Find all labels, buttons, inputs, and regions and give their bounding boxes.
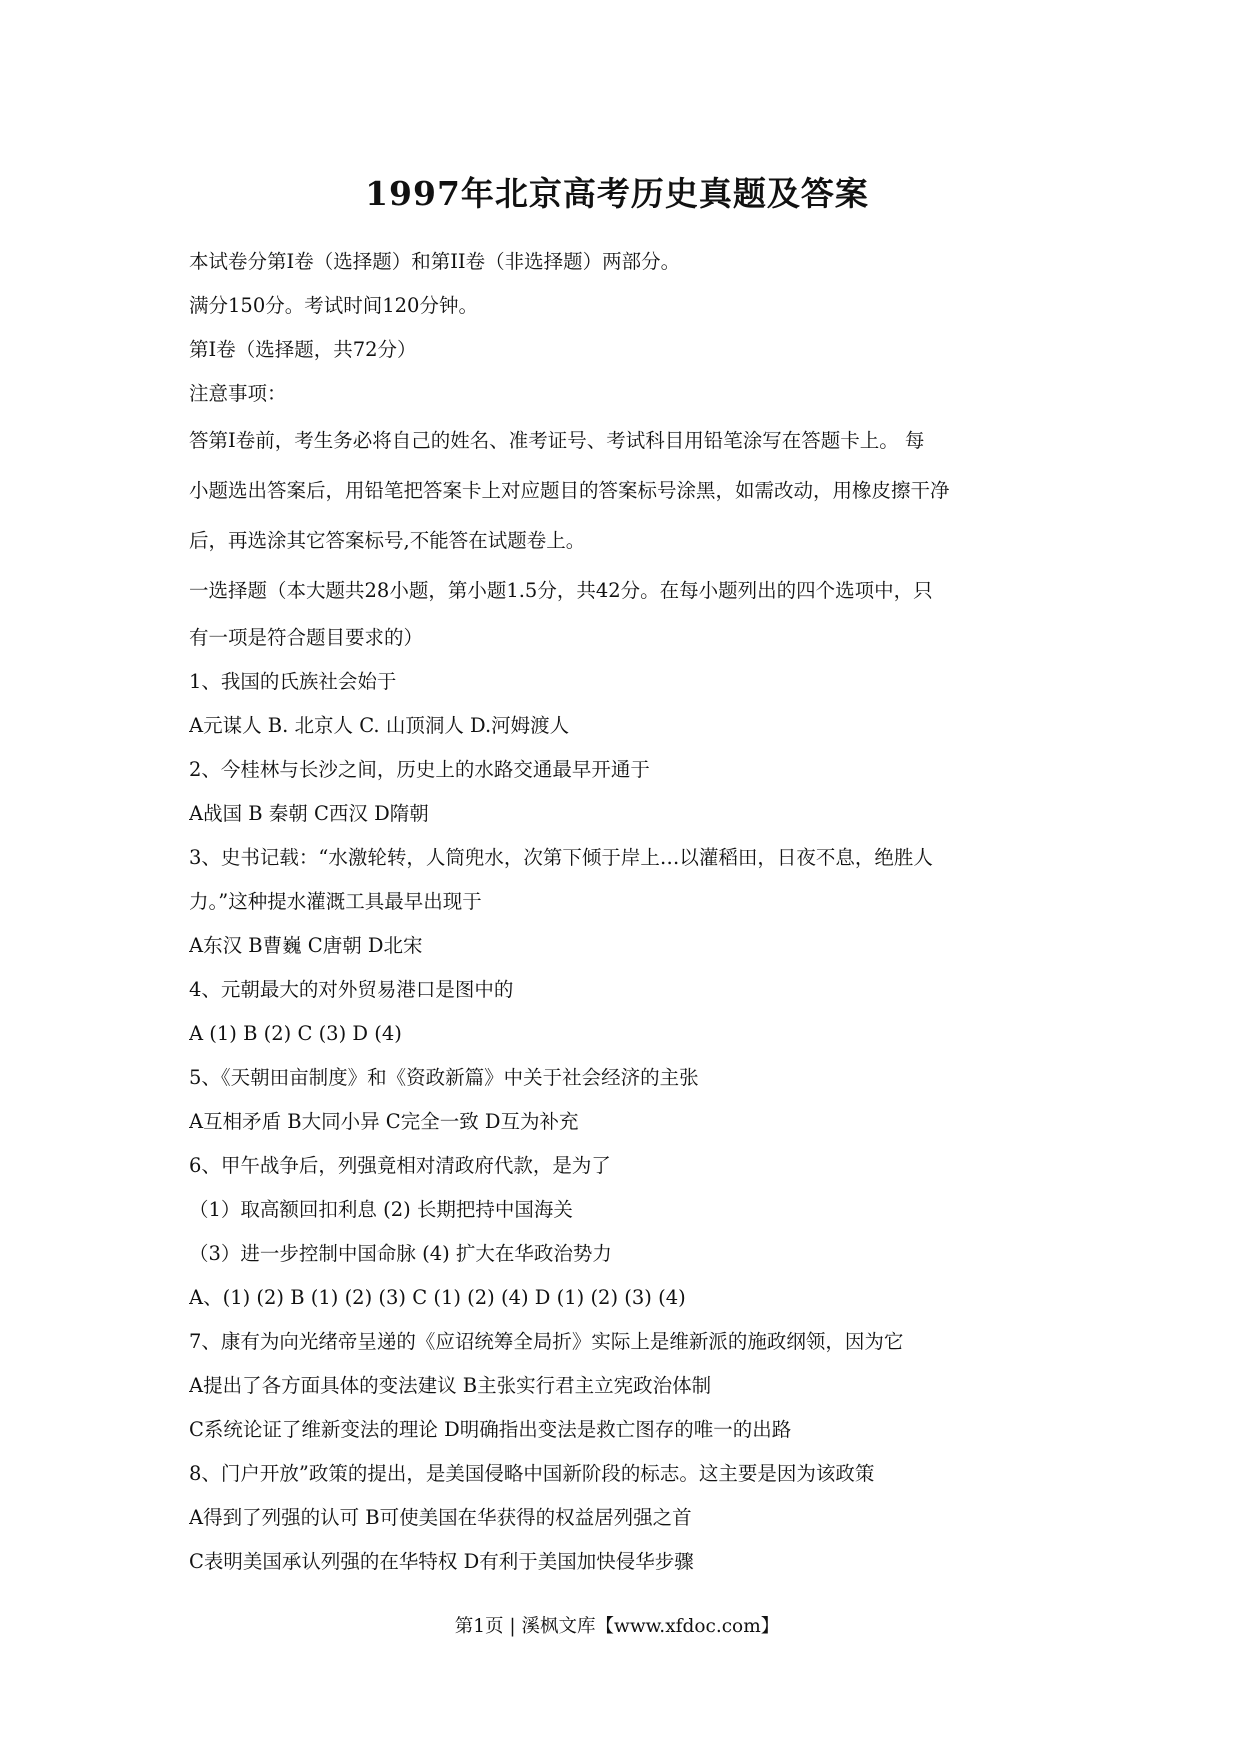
text-line: 有一项是符合题目要求的） [189, 626, 424, 649]
text-line: （1）取高额回扣利息 (2) 长期把持中国海关 [189, 1198, 573, 1221]
text-line: C系统论证了维新变法的理论 D明确指出变法是救亡图存的唯一的出路 [189, 1418, 792, 1441]
text-line: 2、今桂林与长沙之间，历史上的水路交通最早开通于 [189, 758, 650, 781]
page-title: 1997年北京高考历史真题及答案 [365, 174, 869, 213]
text-line: 一选择题（本大题共28小题，第小题1.5分，共42分。在每小题列出的四个选项中，只 [189, 579, 933, 602]
text-line: A提出了各方面具体的变法建议 B主张实行君主立宪政治体制 [189, 1374, 712, 1397]
text-line: 小题选出答案后，用铅笔把答案卡上对应题目的答案标号涂黑，如需改动，用橡皮擦干净 [189, 479, 950, 502]
text-line: 3、史书记载：“水激轮转，人筒兜水，次第下倾于岸上…以灌稻田，日夜不息，绝胜人 [189, 846, 933, 869]
text-line: 5、《天朝田亩制度》和《资政新篇》中关于社会经济的主张 [189, 1066, 699, 1089]
text-line: 6、甲午战争后，列强竟相对清政府代款，是为了 [189, 1154, 611, 1177]
text-line: 7、康有为向光绪帝呈递的《应诏统筹全局折》实际上是维新派的施政纲领，因为它 [189, 1330, 904, 1353]
text-line: A (1) B (2) C (3) D (4) [189, 1022, 402, 1045]
document-body [189, 240, 1059, 1584]
text-line: A战国 B 秦朝 C西汉 D隋朝 [189, 802, 429, 825]
text-line: 注意事项： [189, 382, 287, 405]
text-line: （3）进一步控制中国命脉 (4) 扩大在华政治势力 [189, 1242, 612, 1265]
text-line: 答第Ⅰ卷前，考生务必将自己的姓名、准考证号、考试科目用铅笔涂写在答题卡上。 每 [189, 429, 925, 452]
page-footer: 第1页 | 溪枫文库【www.xfdoc.com】 [454, 1616, 780, 1637]
text-line: 1、我国的氏族社会始于 [189, 670, 397, 693]
text-line: A东汉 B曹巍 C唐朝 D北宋 [189, 934, 423, 957]
text-line: 后，再选涂其它答案标号,不能答在试题卷上。 [189, 529, 586, 552]
text-line: A元谋人 B. 北京人 C. 山顶洞人 D.河姆渡人 [189, 714, 570, 737]
text-line: 8、门户开放”政策的提出，是美国侵略中国新阶段的标志。这主要是因为该政策 [189, 1462, 875, 1485]
text-line: 第Ⅰ卷（选择题，共72分） [189, 338, 417, 361]
text-line: A互相矛盾 B大同小异 C完全一致 D互为补充 [189, 1110, 579, 1133]
text-line: 本试卷分第Ⅰ卷（选择题）和第II卷（非选择题）两部分。 [189, 250, 681, 273]
text-line: A、(1) (2) B (1) (2) (3) C (1) (2) (4) D (1) (2) (3) (4) [189, 1286, 686, 1309]
text-line: 满分150分。考试时间120分钟。 [189, 294, 478, 317]
text-line: A得到了列强的认可 B可使美国在华获得的权益居列强之首 [189, 1506, 692, 1529]
text-line: 力。”这种提水灌溉工具最早出现于 [189, 890, 482, 913]
text-line: C表明美国承认列强的在华特权 D有利于美国加快侵华步骤 [189, 1550, 694, 1573]
text-line: 4、元朝最大的对外贸易港口是图中的 [189, 978, 514, 1001]
